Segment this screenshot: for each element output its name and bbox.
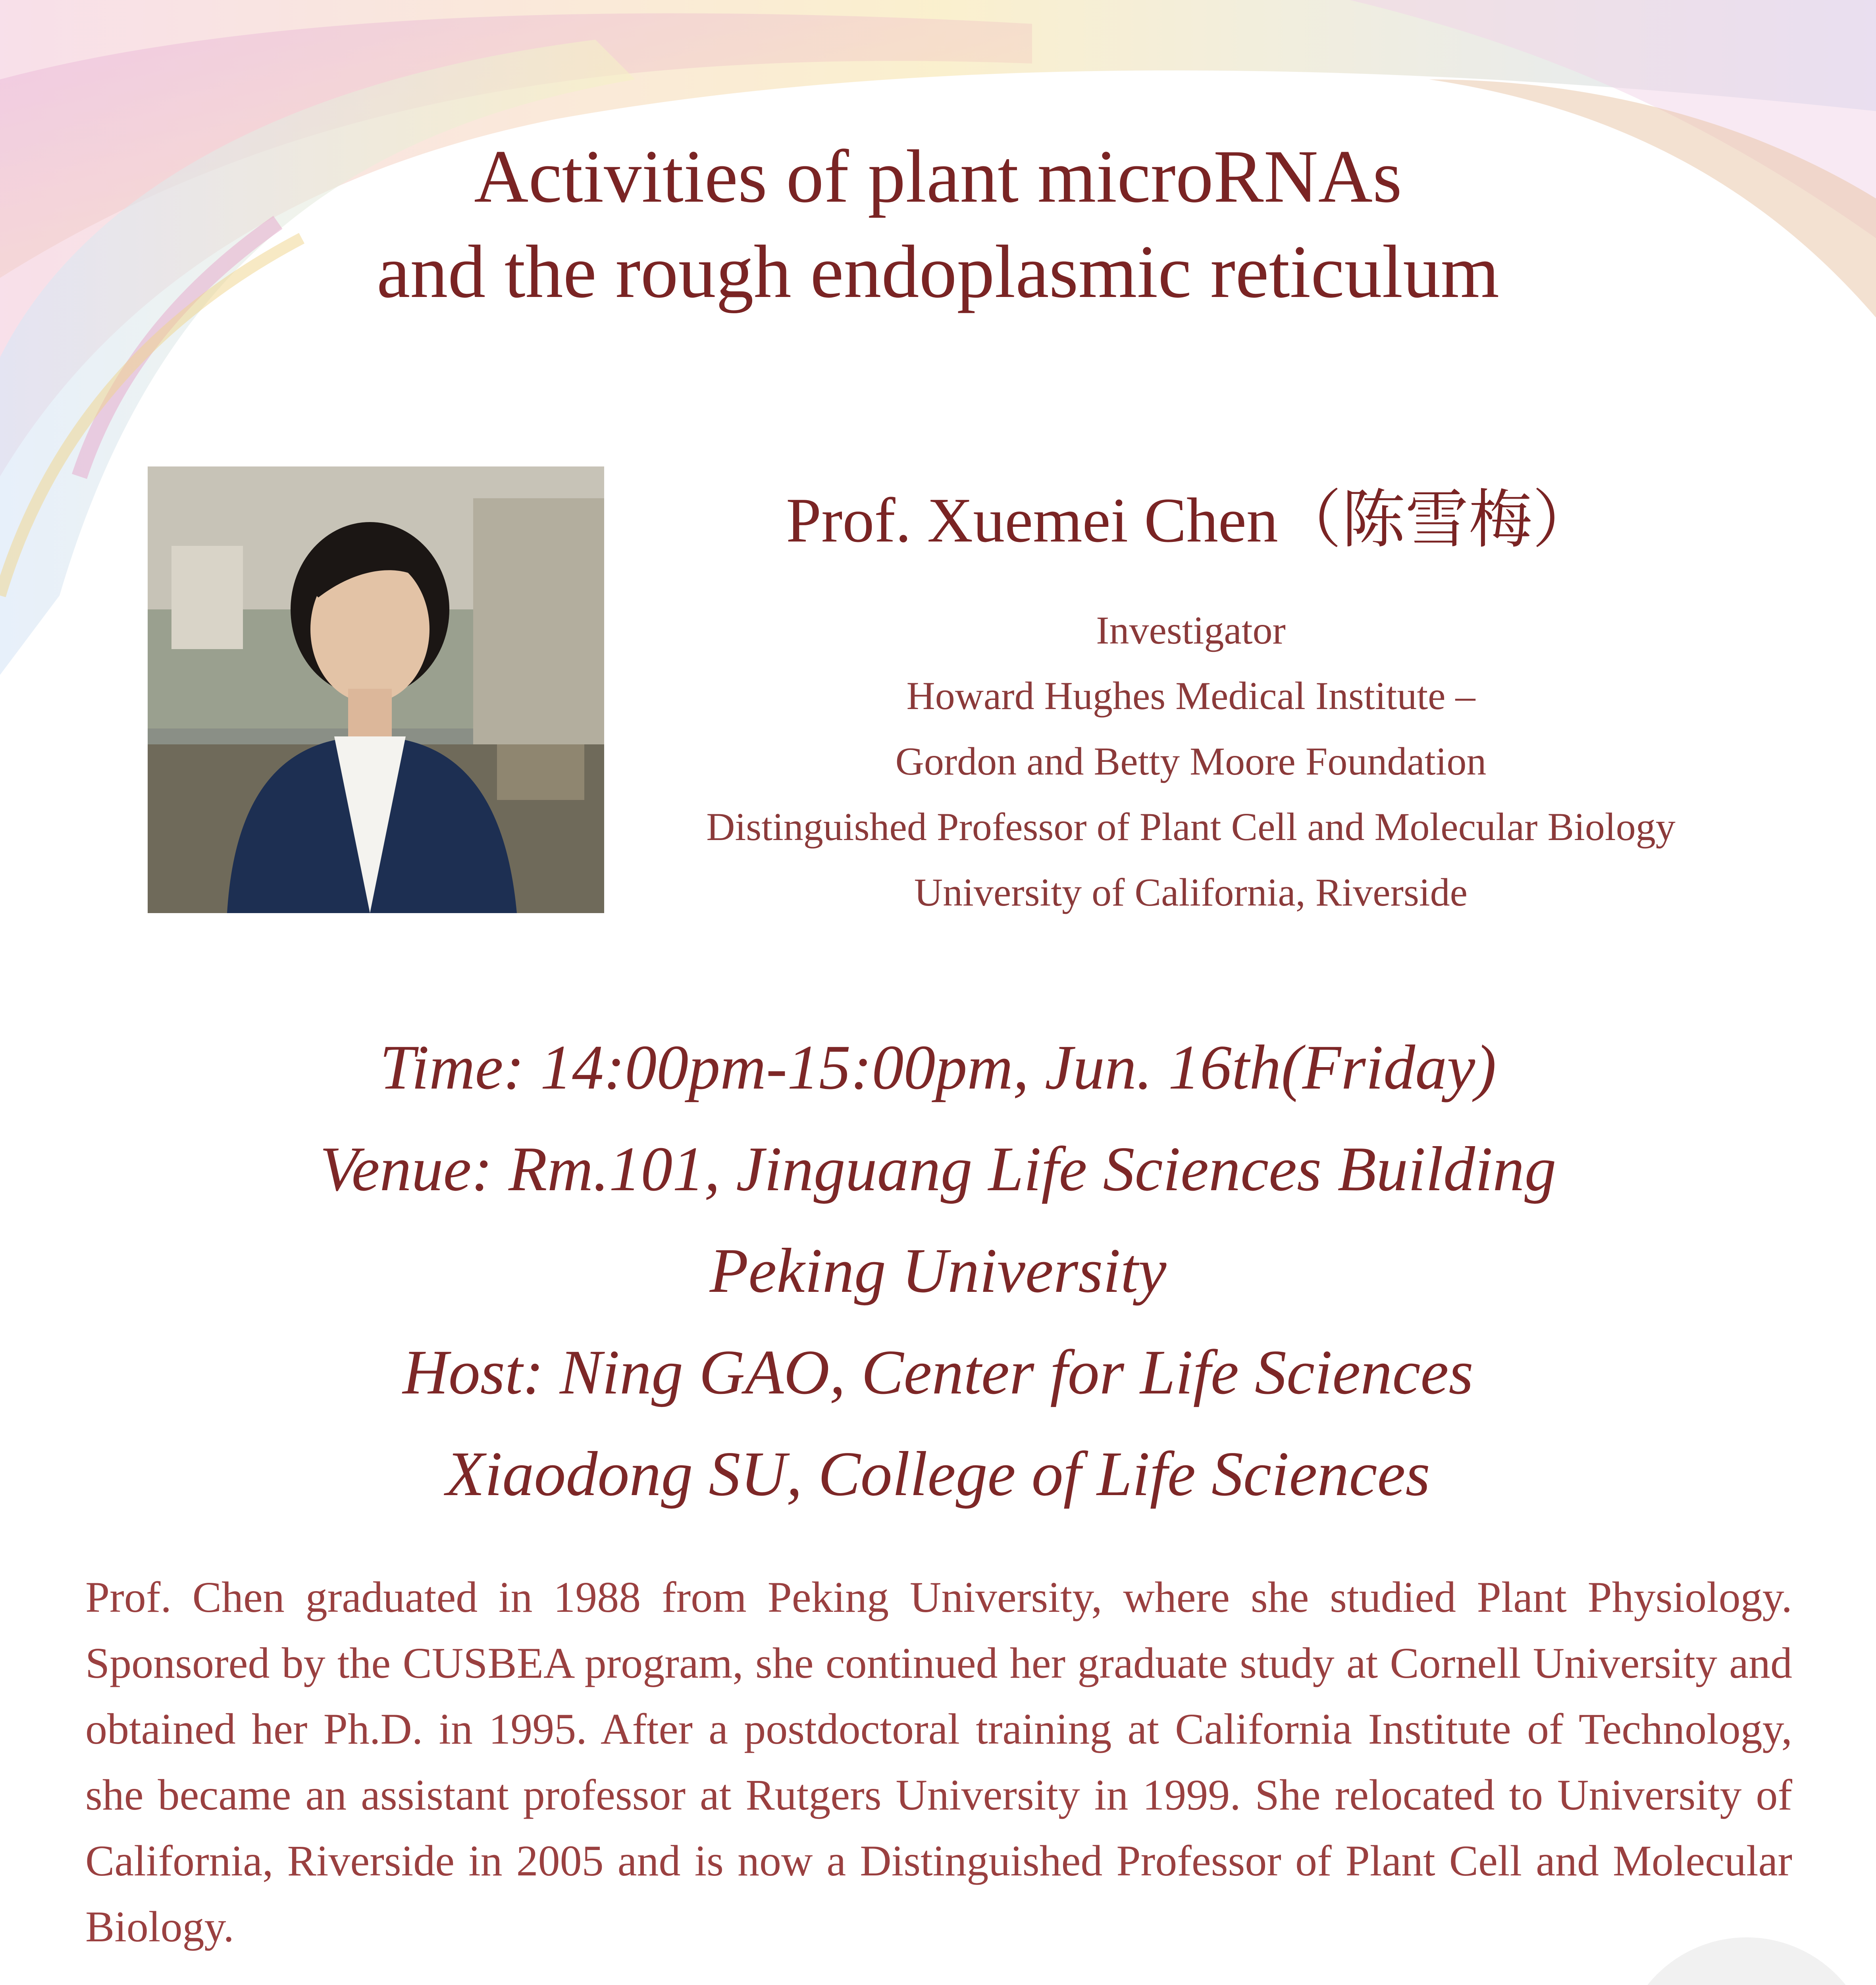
affiliation-line-1: Investigator — [1096, 608, 1286, 652]
talk-title-line-1: Activities of plant microRNAs — [474, 135, 1402, 218]
event-time: Time: 14:00pm-15:00pm, Jun. 16th(Friday) — [379, 1032, 1497, 1102]
speaker-name: Prof. Xuemei Chen（陈雪梅） — [786, 485, 1596, 555]
affiliation-line-4: Distinguished Professor of Plant Cell and Molecular Biology — [706, 805, 1676, 849]
event-venue-line-2: Peking University — [709, 1235, 1167, 1306]
affiliation-line-2: Howard Hughes Medical Institute – — [906, 674, 1475, 718]
affiliation-line-5: University of California, Riverside — [914, 870, 1468, 914]
affiliation-line-3: Gordon and Betty Moore Foundation — [895, 739, 1487, 783]
bio-paragraph-1: Prof. Chen graduated in 1988 from Peking University, where she studied Plant Physiology. Sponsored by the CUSBEA program, she continued her graduate study at Cornell University and obtained her Ph.D. in 1995. After a postdoctoral training at California Institute of Technology, she became an assistant professor at Rutgers University in 1999. She relocated to University of California, Riverside in 2005 and is now a Distinguished Professor of Plant Cell and Molecular Biology. — [85, 1573, 1792, 1951]
speaker-photo — [148, 466, 604, 913]
event-venue: Venue: Rm.101, Jinguang Life Sciences Building — [320, 1133, 1556, 1204]
event-host-line-2: Xiaodong SU, College of Life Sciences — [446, 1438, 1430, 1509]
talk-title-line-2: and the rough endoplasmic reticulum — [376, 230, 1500, 314]
event-host: Host: Ning GAO, Center for Life Sciences — [403, 1337, 1473, 1407]
